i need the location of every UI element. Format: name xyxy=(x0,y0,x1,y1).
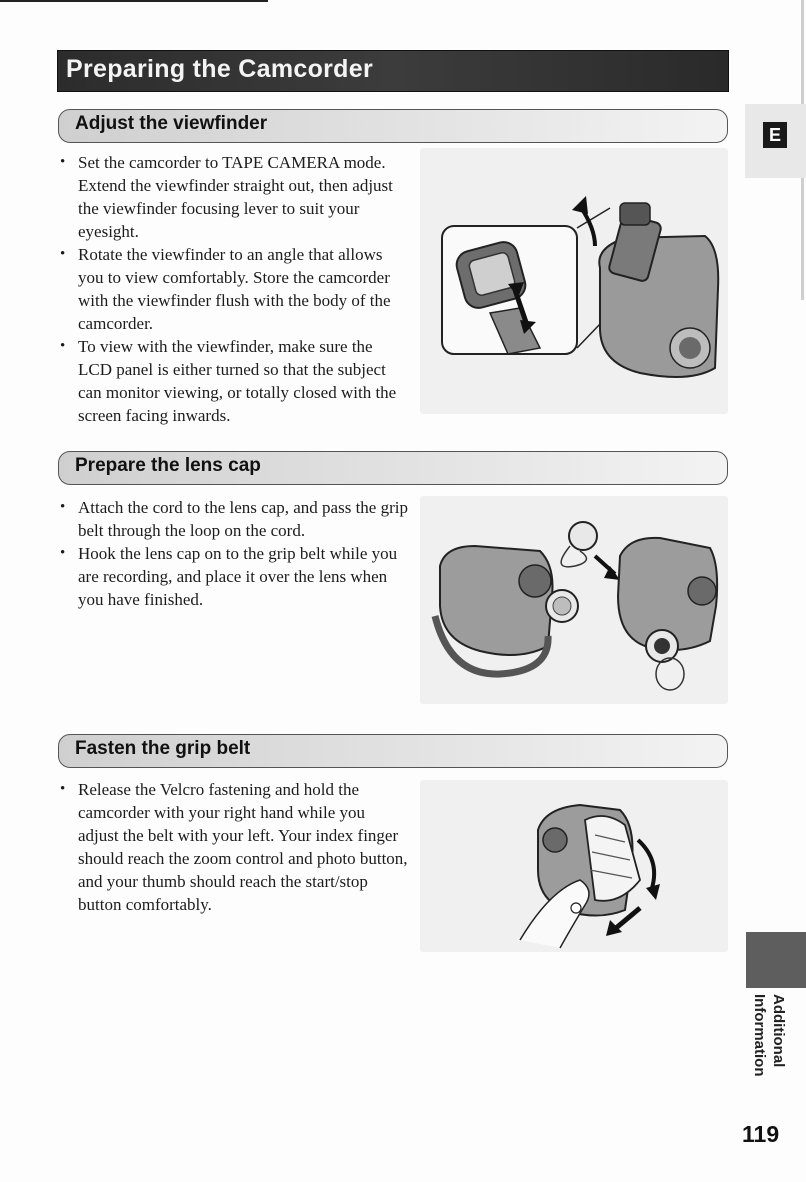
section-heading: Prepare the lens cap xyxy=(75,455,261,476)
viewfinder-illustration xyxy=(420,148,728,414)
language-tab xyxy=(745,104,806,178)
section-header-fasten-grip-belt xyxy=(58,734,728,768)
side-label-line1: Additional xyxy=(770,994,787,1068)
section-header-adjust-viewfinder xyxy=(58,109,728,143)
page-number: 119 xyxy=(742,1121,780,1147)
lens-cap-instructions xyxy=(58,496,408,611)
title-bar xyxy=(57,50,729,92)
side-section-label xyxy=(748,994,788,1086)
language-tab-letter: E xyxy=(763,122,787,148)
list-item: • Set the camcorder to TAPE CAMERA mode. Extend the viewfinder straight out, then adjust the viewfinder focusing lever to suit your eyesight. xyxy=(58,151,408,243)
list-item: • To view with the viewfinder, make sure the LCD panel is either turned so that the subject can monitor viewing, or totally closed with the screen facing inwards. xyxy=(58,335,408,427)
section-heading: Fasten the grip belt xyxy=(75,738,251,759)
list-item: • Rotate the viewfinder to an angle that allows you to view comfortably. Store the camcorder with the viewfinder flush with the body of the camcorder. xyxy=(58,243,408,335)
section-heading: Adjust the viewfinder xyxy=(75,113,268,134)
top-rule xyxy=(0,0,268,2)
grip-belt-instructions xyxy=(58,778,408,916)
list-item: • Attach the cord to the lens cap, and pass the grip belt through the loop on the cord. xyxy=(58,496,408,542)
viewfinder-instructions xyxy=(58,151,408,427)
list-item: • Release the Velcro fastening and hold the camcorder with your right hand while you adjust the belt with your left. Your index finger should reach the zoom control and photo button, and your thumb should reach the start/stop button comfortably. xyxy=(58,778,408,916)
lens-cap-illustration xyxy=(420,496,728,704)
grip-belt-illustration xyxy=(420,780,728,952)
list-item: • Hook the lens cap on to the grip belt while you are recording, and place it over the lens when you have finished. xyxy=(58,542,408,611)
side-section-marker xyxy=(746,932,806,988)
section-header-prepare-lens-cap xyxy=(58,451,728,485)
side-label-line2: Information xyxy=(751,994,768,1077)
page-title: Preparing the Camcorder xyxy=(66,55,373,83)
